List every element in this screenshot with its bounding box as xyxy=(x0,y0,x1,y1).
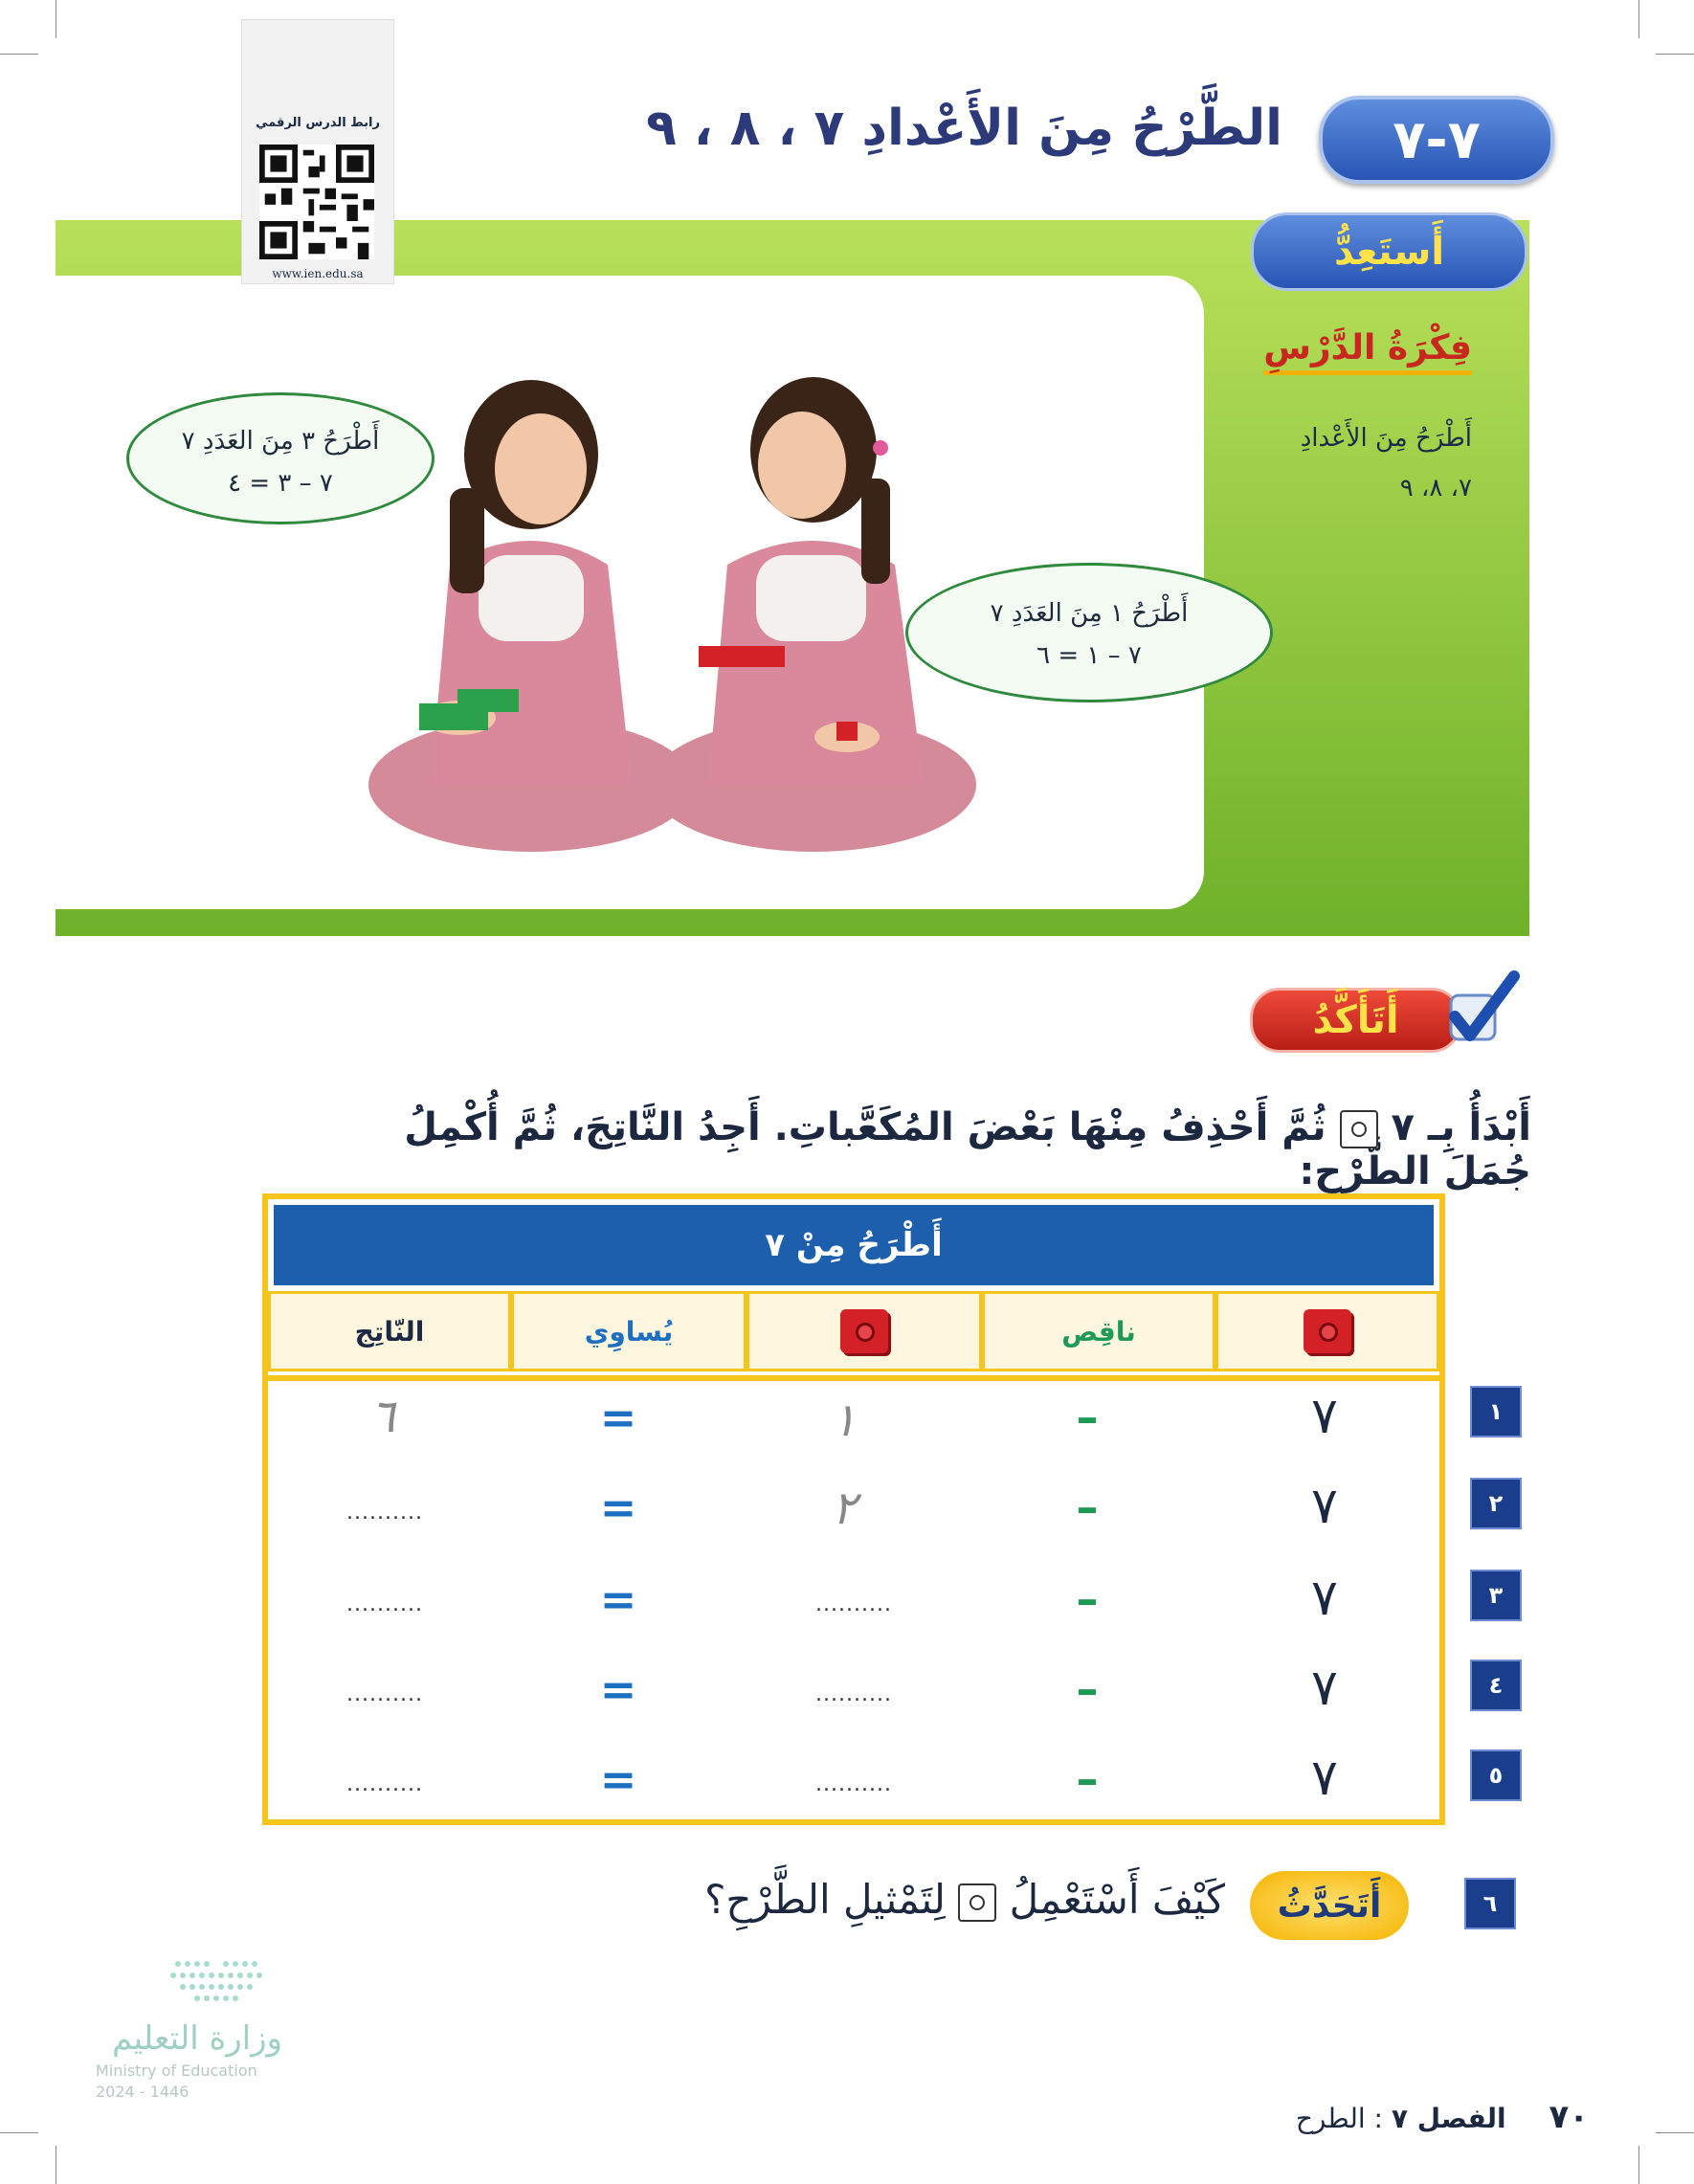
ministry-logo-icon xyxy=(92,1952,341,2010)
subtrahend-traced: ١ xyxy=(832,1393,857,1447)
result-blank[interactable]: .......... xyxy=(346,1593,423,1616)
crop-mark xyxy=(0,54,38,55)
minus-sign: – xyxy=(1076,1663,1099,1715)
chapter-label: الفصل ٧ xyxy=(1391,2103,1506,2134)
exercise-number: ١ xyxy=(1470,1386,1522,1437)
chapter-name: : الطرح xyxy=(1295,2103,1383,2134)
edition-year: 2024 - 1446 xyxy=(96,2083,189,2101)
equals-sign: = xyxy=(599,1392,637,1443)
red-cube-icon xyxy=(1304,1309,1351,1353)
table-title: أَطْرَحُ مِنْ ٧ xyxy=(274,1205,1434,1285)
checkmark-icon xyxy=(1434,967,1522,1055)
exercise-number: ٤ xyxy=(1470,1660,1522,1711)
page-footer xyxy=(1187,2098,1589,2136)
result-traced: ٦ xyxy=(370,1390,395,1443)
column-header-result: النّاتِج xyxy=(268,1291,511,1371)
talk-question-start: كَيْفَ أَسْتَعْمِلُ xyxy=(1009,1876,1225,1923)
subtrahend-traced: ٢ xyxy=(832,1482,857,1535)
speech-line: ٧ – ١ = ٦ xyxy=(1036,641,1142,670)
start-number: ٧ xyxy=(1311,1478,1338,1535)
speech-line: ٧ – ٣ = ٤ xyxy=(228,469,333,498)
column-header-equals: يُساوِي xyxy=(511,1291,747,1371)
column-header-removed-cubes xyxy=(747,1291,982,1371)
talk-question xyxy=(574,1876,1225,1923)
crop-mark xyxy=(1656,54,1694,55)
red-cube-icon xyxy=(840,1309,888,1353)
minus-sign: – xyxy=(1076,1482,1099,1533)
table-divider xyxy=(268,1375,1439,1381)
exercise-instruction xyxy=(316,1105,1531,1193)
crop-mark xyxy=(1638,2146,1639,2184)
instruction-rest: ثُمَّ أَحْذِفُ مِنْهَا بَعْضَ المُكَعَّباتِ. أَجِدُ النَّاتِجَ، ثُمَّ أُكْمِلُ جُمَلَ الطَّرْحِ: xyxy=(404,1105,1531,1193)
check-badge: أَتَأَكَّدُ xyxy=(1250,988,1461,1053)
qr-code-icon[interactable] xyxy=(259,145,374,259)
prepare-badge: أَستَعِدُّ xyxy=(1251,212,1527,291)
start-number: ٧ xyxy=(1311,1388,1338,1445)
qr-caption: رابط الدرس الرقمي xyxy=(256,116,380,130)
talk-badge: أَتَحَدَّثُ xyxy=(1250,1871,1409,1940)
instruction-start: أَبْدَأُ بِـ ٧ xyxy=(1391,1105,1531,1149)
exercise-number: ٢ xyxy=(1470,1478,1522,1529)
column-header-start-cubes xyxy=(1215,1291,1439,1371)
start-number: ٧ xyxy=(1311,1749,1338,1807)
minus-sign: – xyxy=(1076,1573,1099,1625)
qr-card[interactable] xyxy=(241,19,394,284)
ministry-name-ar: وزارة التعليم xyxy=(112,2019,282,2058)
connecting-cube-icon xyxy=(1340,1110,1378,1148)
crop-mark xyxy=(1656,2132,1694,2133)
subtrahend-blank[interactable]: .......... xyxy=(815,1772,892,1796)
result-blank[interactable]: .......... xyxy=(346,1501,423,1525)
minus-sign: – xyxy=(1076,1753,1099,1805)
speech-line: أَطْرَحُ ٣ مِنَ العَدَدِ ٧ xyxy=(181,427,380,456)
connecting-cube-icon xyxy=(958,1883,996,1922)
page-number: ٧٠ xyxy=(1549,2098,1589,2136)
crop-mark xyxy=(1638,0,1639,38)
minus-sign: – xyxy=(1076,1392,1099,1443)
equals-sign: = xyxy=(599,1753,637,1805)
lesson-number-badge: ٧-٧ xyxy=(1319,96,1554,184)
talk-question-end: لِتَمْثيلِ الطَّرْحِ؟ xyxy=(704,1876,946,1923)
exercise-number: ٥ xyxy=(1470,1749,1522,1801)
start-number: ٧ xyxy=(1311,1570,1338,1627)
girls-illustration xyxy=(364,373,976,871)
subtrahend-blank[interactable]: .......... xyxy=(815,1593,892,1616)
result-blank[interactable]: .......... xyxy=(346,1772,423,1796)
speech-bubble-right xyxy=(905,563,1273,702)
lesson-idea-line: ٧، ٨، ٩ xyxy=(1399,474,1472,502)
speech-bubble-left xyxy=(126,392,435,524)
equals-sign: = xyxy=(599,1573,637,1625)
result-blank[interactable]: .......... xyxy=(346,1683,423,1706)
exercise-number: ٦ xyxy=(1464,1878,1516,1929)
qr-url[interactable]: www.ien.edu.sa xyxy=(272,267,364,280)
lesson-idea-title: فِكْرَةُ الدَّرْسِ xyxy=(1263,328,1472,375)
column-header-minus: ناقِص xyxy=(982,1291,1215,1371)
start-number: ٧ xyxy=(1311,1660,1338,1717)
equals-sign: = xyxy=(599,1663,637,1715)
lesson-idea-text xyxy=(1244,413,1472,513)
crop-mark xyxy=(0,2132,38,2133)
subtrahend-blank[interactable]: .......... xyxy=(815,1683,892,1706)
exercise-number: ٣ xyxy=(1470,1570,1522,1621)
speech-line: أَطْرَحُ ١ مِنَ العَدَدِ ٧ xyxy=(990,599,1189,628)
equals-sign: = xyxy=(599,1482,637,1533)
lesson-idea-line: أَطْرَحُ مِنَ الأَعْدادِ xyxy=(1300,424,1472,453)
ministry-name-en: Ministry of Education xyxy=(96,2061,257,2080)
lesson-title: الطَّرْحُ مِنَ الأَعْدادِ ٧ ، ٨ ، ٩ xyxy=(646,100,1282,157)
